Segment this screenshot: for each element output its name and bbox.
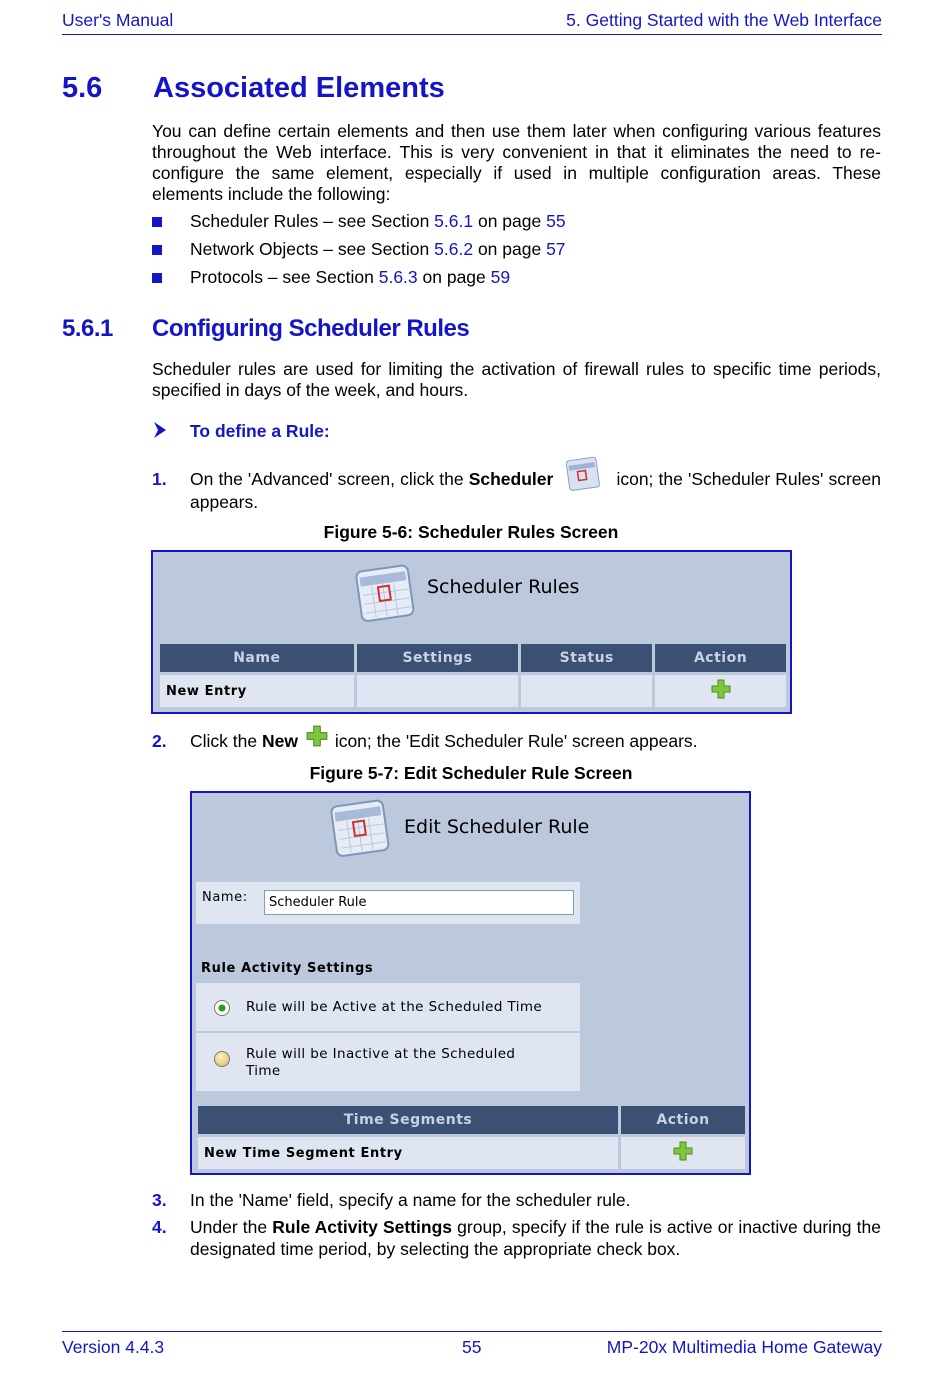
status-cell bbox=[521, 675, 652, 707]
column-header: Time Segments bbox=[198, 1106, 618, 1134]
section-link[interactable]: 5.6.2 bbox=[434, 239, 474, 259]
scheduler-icon bbox=[553, 469, 611, 491]
header-left: User's Manual bbox=[62, 10, 174, 30]
time-segments-table bbox=[195, 1103, 748, 1172]
new-time-segment-cell[interactable]: New Time Segment Entry bbox=[198, 1137, 618, 1169]
page-number: 55 bbox=[462, 1337, 482, 1357]
table-row bbox=[160, 675, 786, 707]
section-heading bbox=[62, 72, 445, 105]
add-icon[interactable] bbox=[672, 1140, 694, 1166]
option-label: Rule will be Active at the Scheduled Time bbox=[246, 999, 543, 1015]
settings-cell bbox=[357, 675, 519, 707]
column-header: Action bbox=[621, 1106, 745, 1134]
new-icon bbox=[298, 732, 330, 752]
page-link[interactable]: 59 bbox=[490, 267, 511, 287]
option-label: Rule will be Inactive at the Scheduled Time bbox=[246, 1046, 516, 1079]
column-header: Status bbox=[521, 644, 652, 672]
footer-product: MP-20x Multimedia Home Gateway bbox=[606, 1337, 882, 1357]
step-2: 2. Click the New icon; the 'Edit Scheduler Rule' screen appears. bbox=[152, 730, 881, 752]
step-1: 1. On the 'Advanced' screen, click the Scheduler icon; the 'Scheduler Rules' screen appears. bbox=[152, 468, 881, 513]
arrow-bullet-icon bbox=[152, 420, 168, 445]
action-cell bbox=[621, 1137, 745, 1169]
new-entry-cell[interactable]: New Entry bbox=[160, 675, 354, 707]
figure-caption: Figure 5-6: Scheduler Rules Screen bbox=[323, 522, 619, 542]
header-right: 5. Getting Started with the Web Interface bbox=[566, 10, 882, 30]
edit-scheduler-rule-screenshot bbox=[190, 791, 751, 1175]
square-bullet-icon bbox=[152, 217, 162, 227]
page-link[interactable]: 57 bbox=[546, 239, 566, 259]
radio-option-inactive[interactable] bbox=[196, 1033, 580, 1091]
page-header bbox=[62, 8, 882, 35]
square-bullet-icon bbox=[152, 273, 162, 283]
calendar-icon bbox=[328, 795, 396, 863]
calendar-icon bbox=[353, 560, 421, 628]
name-row bbox=[196, 882, 580, 924]
section-intro: You can define certain elements and then use them later when configuring various features throughout the Web interface. This is very convenient in that it eliminates the need to re-configure the same element, especially if used in multiple configuration areas. These elements include the following: bbox=[152, 121, 881, 204]
column-header: Action bbox=[655, 644, 786, 672]
action-cell bbox=[655, 675, 786, 707]
page-link[interactable]: 55 bbox=[546, 211, 566, 231]
column-header: Name bbox=[160, 644, 354, 672]
scheduler-rules-table bbox=[157, 641, 789, 710]
section-number: 5.6 bbox=[62, 72, 103, 104]
table-row bbox=[198, 1137, 745, 1169]
scheduler-rules-screenshot bbox=[151, 550, 792, 714]
name-label: Name: bbox=[202, 890, 248, 905]
step-3: 3. In the 'Name' field, specify a name for the scheduler rule. bbox=[152, 1190, 631, 1210]
group-label: Rule Activity Settings bbox=[201, 961, 374, 976]
add-icon[interactable] bbox=[710, 678, 732, 704]
section-link[interactable]: 5.6.3 bbox=[378, 267, 418, 287]
screen-title: Scheduler Rules bbox=[427, 576, 580, 598]
radio-option-active[interactable] bbox=[196, 983, 580, 1031]
radio-active-selected-icon[interactable] bbox=[214, 1000, 230, 1016]
name-input[interactable] bbox=[264, 890, 574, 915]
footer-version: Version 4.4.3 bbox=[62, 1337, 165, 1357]
section-link[interactable]: 5.6.1 bbox=[434, 211, 474, 231]
section-title: Associated Elements bbox=[153, 72, 445, 104]
page-footer bbox=[62, 1331, 882, 1361]
column-header: Settings bbox=[357, 644, 519, 672]
square-bullet-icon bbox=[152, 245, 162, 255]
subsection-intro: Scheduler rules are used for limiting the activation of firewall rules to specific time periods, specified in days of the week, and hours. bbox=[152, 359, 881, 400]
subsection-title: Configuring Scheduler Rules bbox=[152, 315, 470, 342]
subsection-number: 5.6.1 bbox=[62, 315, 113, 342]
subsection-heading bbox=[62, 315, 469, 343]
figure-caption: Figure 5-7: Edit Scheduler Rule Screen bbox=[309, 763, 633, 783]
radio-inactive-icon[interactable] bbox=[214, 1051, 230, 1067]
screen-title: Edit Scheduler Rule bbox=[404, 816, 590, 838]
step-4: 4. Under the Rule Activity Settings group, specify if the rule is active or inactive during the designated time period, by selecting the appropriate check box. bbox=[152, 1217, 881, 1259]
